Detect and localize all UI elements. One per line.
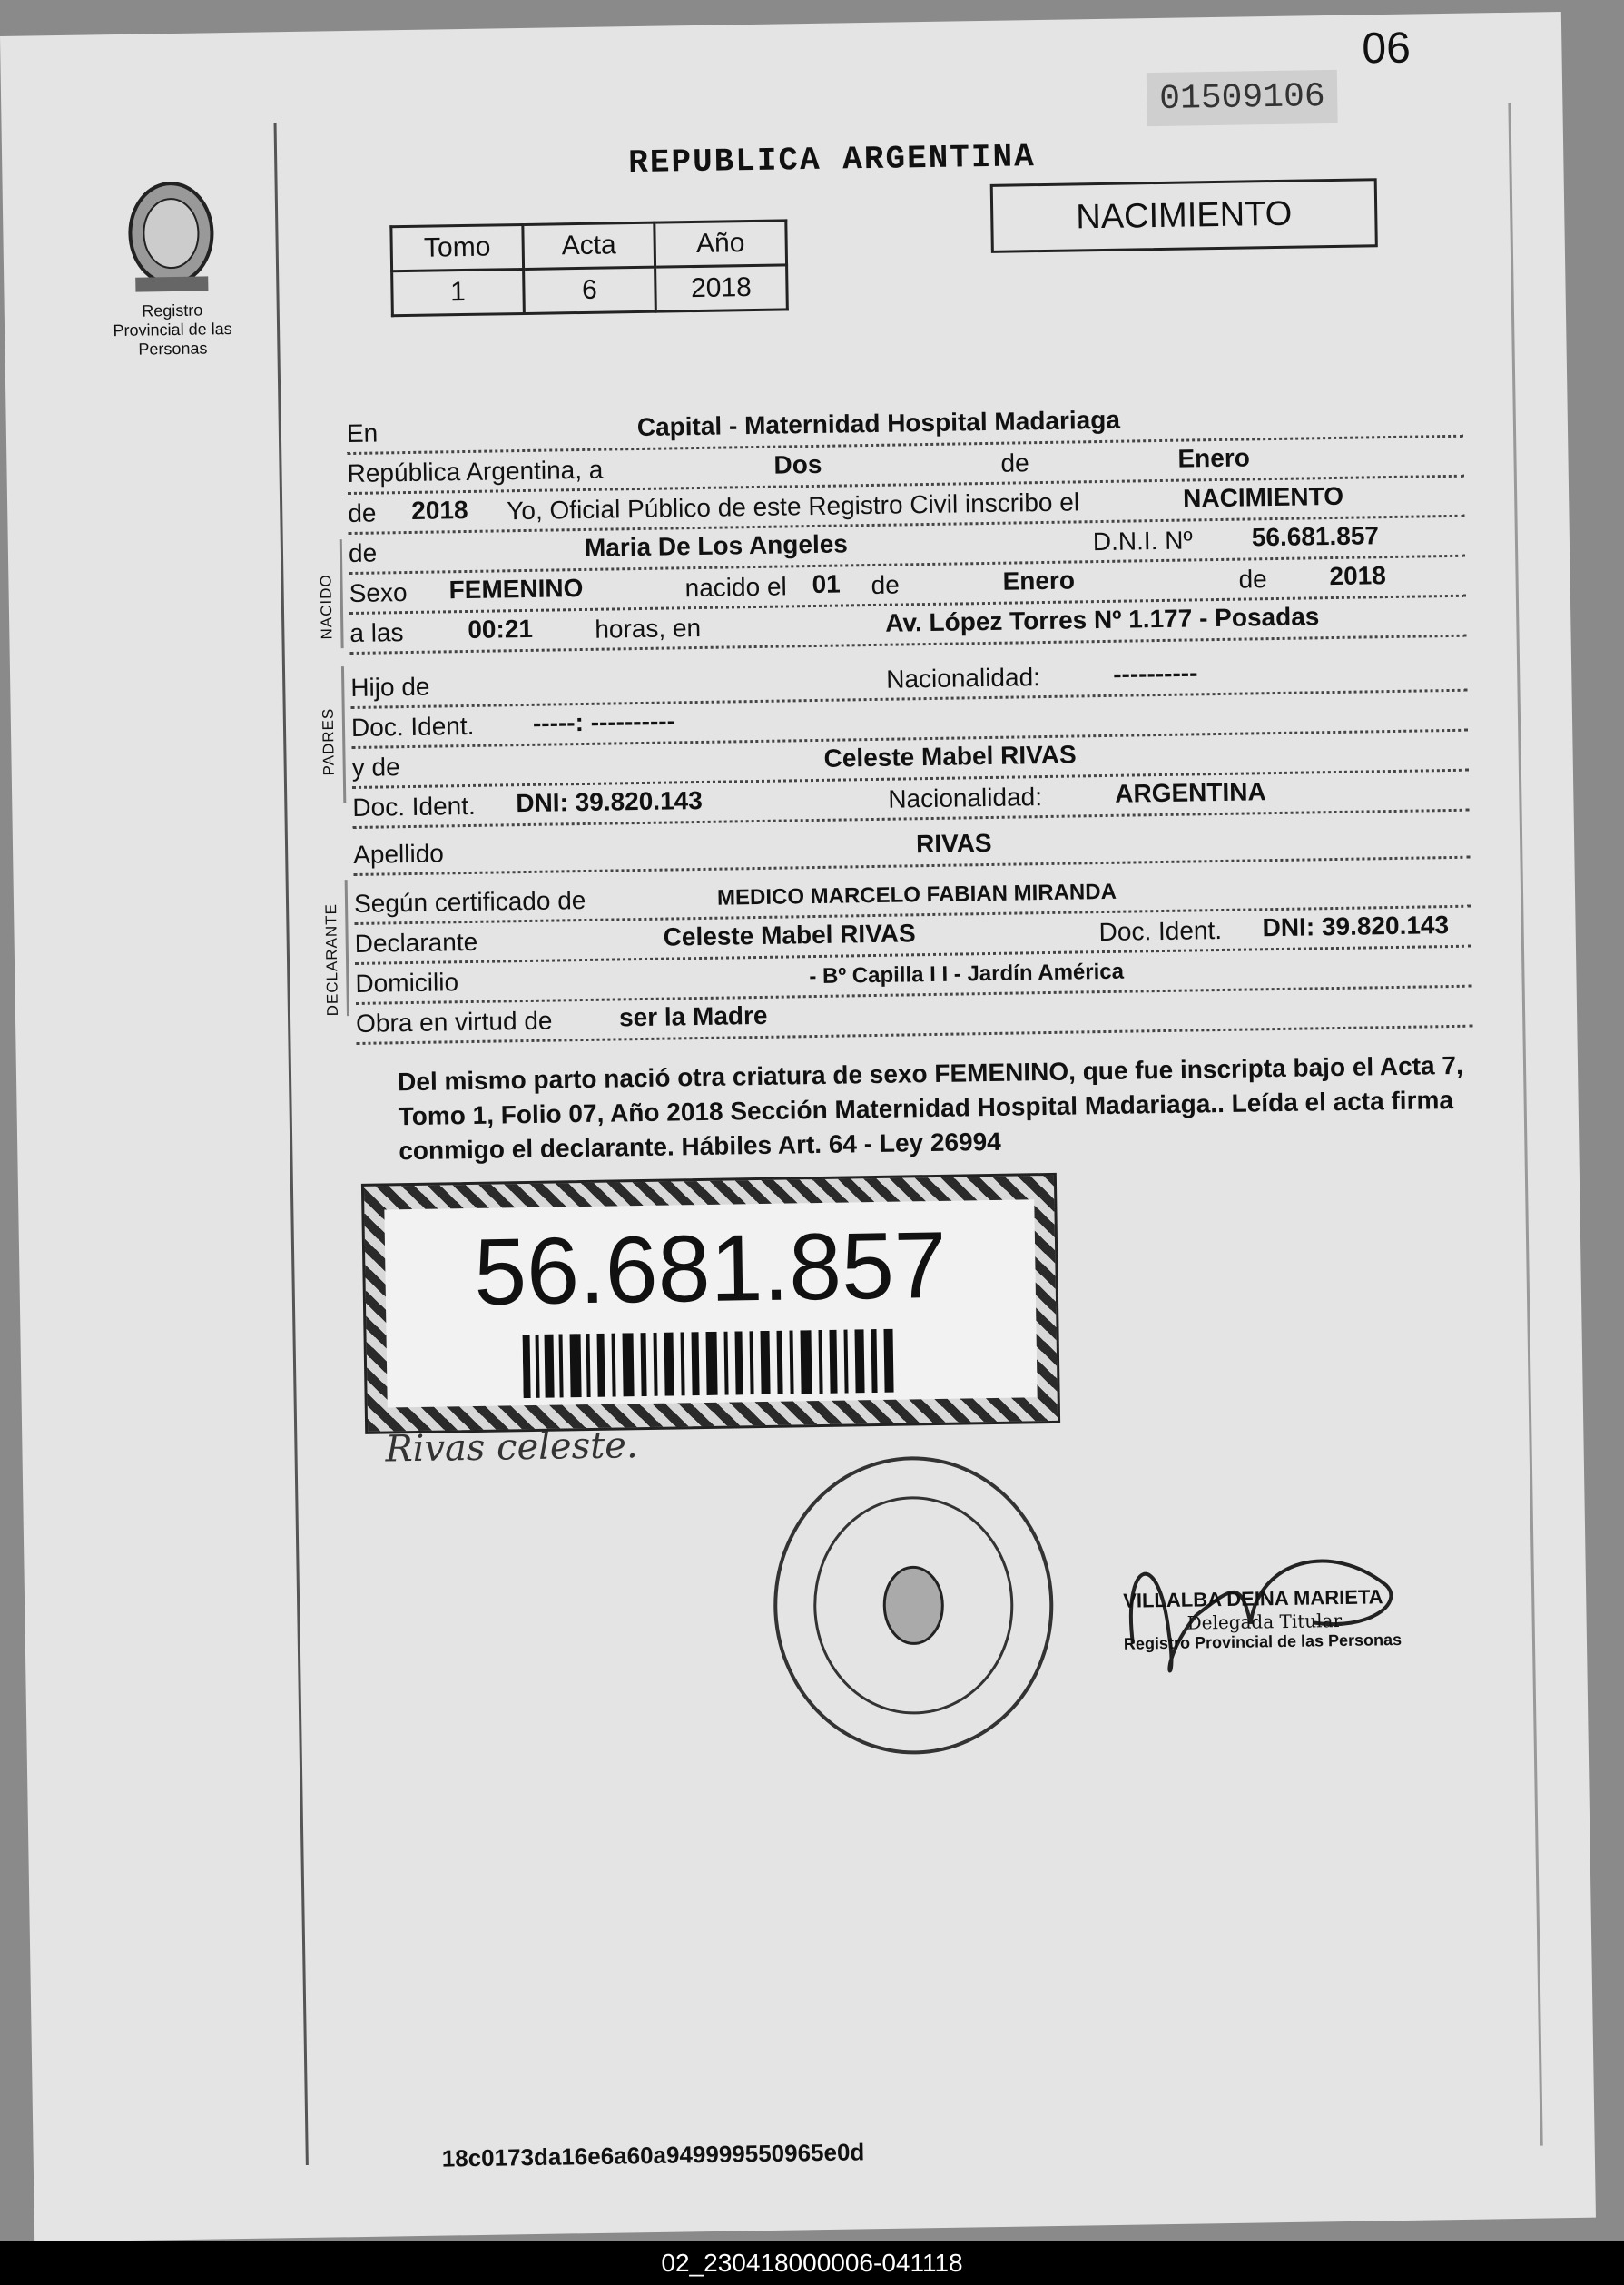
province-seal — [102, 178, 241, 359]
decl-doc-value: DNI: 39.820.143 — [1262, 911, 1450, 942]
birth-note: Del mismo parto nació otra criatura de sexo FEMENINO, que fue inscripta bajo el Acta 7, Tomo 1, Folio 07, Año 2018 Sección Maternidad Hospital Madariaga.. Leída el acta firma conmigo el declarante. Hábiles Art. 64 - Ley 26994 — [397, 1050, 1463, 1166]
nacionalidad-label-2: Nacionalidad: — [888, 783, 1043, 813]
tomo-value: 1 — [392, 269, 525, 315]
section-padres: PADRES — [319, 707, 338, 776]
id-stamp — [361, 1173, 1060, 1434]
doc1-value: -----: ---------- — [532, 706, 676, 737]
registry-table — [389, 219, 789, 317]
apellido-value: RIVAS — [915, 828, 992, 859]
de3-label: de — [348, 538, 378, 568]
decl-doc-label: Doc. Ident. — [1098, 915, 1223, 947]
section-nacido: NACIDO — [317, 574, 336, 640]
inscribo-value: NACIMIENTO — [1182, 481, 1344, 513]
footer-bar: 02_230418000006-041118 — [0, 2241, 1624, 2285]
anio-value: 2018 — [655, 265, 788, 311]
nac-de-label: de — [871, 570, 901, 599]
handwritten-note: Rivas celeste. — [385, 1424, 638, 1471]
declarante-bracket — [345, 880, 349, 1016]
domicilio-value: - Bº Capilla I I - Jardín América — [809, 959, 1125, 990]
certificate-page — [0, 12, 1596, 2242]
stamp-inner — [384, 1199, 1037, 1407]
padres-bracket — [341, 666, 346, 803]
hijo-label: Hijo de — [350, 672, 430, 703]
anio-value-text: 2018 — [411, 495, 468, 525]
signature-block — [1123, 1585, 1402, 1654]
horas-label: horas, en — [595, 613, 702, 644]
stamp-number: 56.681.857 — [473, 1212, 948, 1325]
declarante-label: Declarante — [354, 927, 478, 958]
nac-de2-label: de — [1238, 565, 1267, 594]
sexo-value: FEMENINO — [448, 573, 584, 605]
acta-header: Acta — [523, 222, 655, 269]
seal-caption: Registro Provincial de las Personas — [113, 300, 232, 359]
tomo-header: Tomo — [391, 224, 524, 271]
nac1-value: ---------- — [1112, 658, 1198, 688]
mes-value: Enero — [1177, 443, 1251, 473]
docident-label-1: Doc. Ident. — [350, 711, 475, 743]
de2-label: de — [348, 498, 377, 528]
apellido-label: Apellido — [352, 839, 445, 869]
en-value: Capital - Maternidad Hospital Madariaga — [636, 405, 1121, 442]
signer-org: Registro Provincial de las Personas — [1123, 1630, 1403, 1653]
nac-dia-value: 01 — [812, 569, 841, 599]
oficial-text: Yo, Oficial Público de este Registro Civil inscribo el — [507, 488, 1080, 526]
republica-label: República Argentina, a — [347, 455, 604, 488]
docident-label-2: Doc. Ident. — [352, 791, 477, 822]
nacido-bracket — [340, 539, 344, 648]
signer-name: VILLALBA DEINA MARIETA — [1123, 1585, 1383, 1612]
dni-label: D.N.I. Nº — [1092, 526, 1193, 556]
document-type-box: NACIMIENTO — [990, 178, 1378, 253]
sexo-label: Sexo — [349, 578, 408, 608]
coat-of-arms-icon — [876, 1560, 950, 1651]
de-label: de — [1000, 448, 1029, 478]
madre-value: Celeste Mabel RIVAS — [823, 740, 1077, 773]
alas-label: a las — [349, 618, 404, 648]
segun-label: Según certificado de — [353, 885, 586, 918]
nac2-value: ARGENTINA — [1115, 777, 1266, 808]
certificado-value: MEDICO MARCELO FABIAN MIRANDA — [716, 879, 1117, 911]
barcode-icon — [523, 1329, 905, 1399]
page-number: 06 — [1361, 24, 1412, 74]
signer-role: Delegada Titular — [1186, 1610, 1343, 1634]
obra-value: ser la Madre — [618, 1000, 768, 1032]
nacido-label: nacido el — [684, 572, 787, 603]
nombre-value: Maria De Los Angeles — [584, 529, 849, 562]
dni-value: 56.681.857 — [1251, 521, 1380, 552]
declarante-value: Celeste Mabel RIVAS — [663, 919, 916, 951]
official-round-seal — [772, 1454, 1056, 1757]
nacionalidad-label-1: Nacionalidad: — [886, 663, 1041, 694]
acta-value: 6 — [524, 267, 656, 313]
document-hash: 18c0173da16e6a60a949999550965e0d — [441, 2138, 865, 2172]
serial-number: 01509106 — [1147, 70, 1338, 126]
yde-label: y de — [351, 753, 400, 783]
page-title: REPUBLICA ARGENTINA — [627, 138, 1037, 182]
dia-value: Dos — [773, 449, 822, 479]
section-declarante: DECLARANTE — [322, 902, 341, 1017]
right-margin-rule — [1508, 103, 1542, 2146]
doc2-value: DNI: 39.820.143 — [516, 785, 704, 818]
obra-label: Obra en virtud de — [355, 1006, 553, 1038]
lugar-value: Av. López Torres Nº 1.177 - Posadas — [885, 602, 1320, 637]
nac-anio-value: 2018 — [1329, 561, 1387, 591]
province-seal-icon — [115, 178, 226, 298]
en-label: En — [346, 419, 379, 448]
nac-mes-value: Enero — [1002, 566, 1076, 596]
left-margin-rule — [274, 123, 309, 2165]
hora-value: 00:21 — [468, 614, 534, 644]
anio-header: Año — [655, 221, 787, 267]
domicilio-label: Domicilio — [355, 968, 459, 998]
